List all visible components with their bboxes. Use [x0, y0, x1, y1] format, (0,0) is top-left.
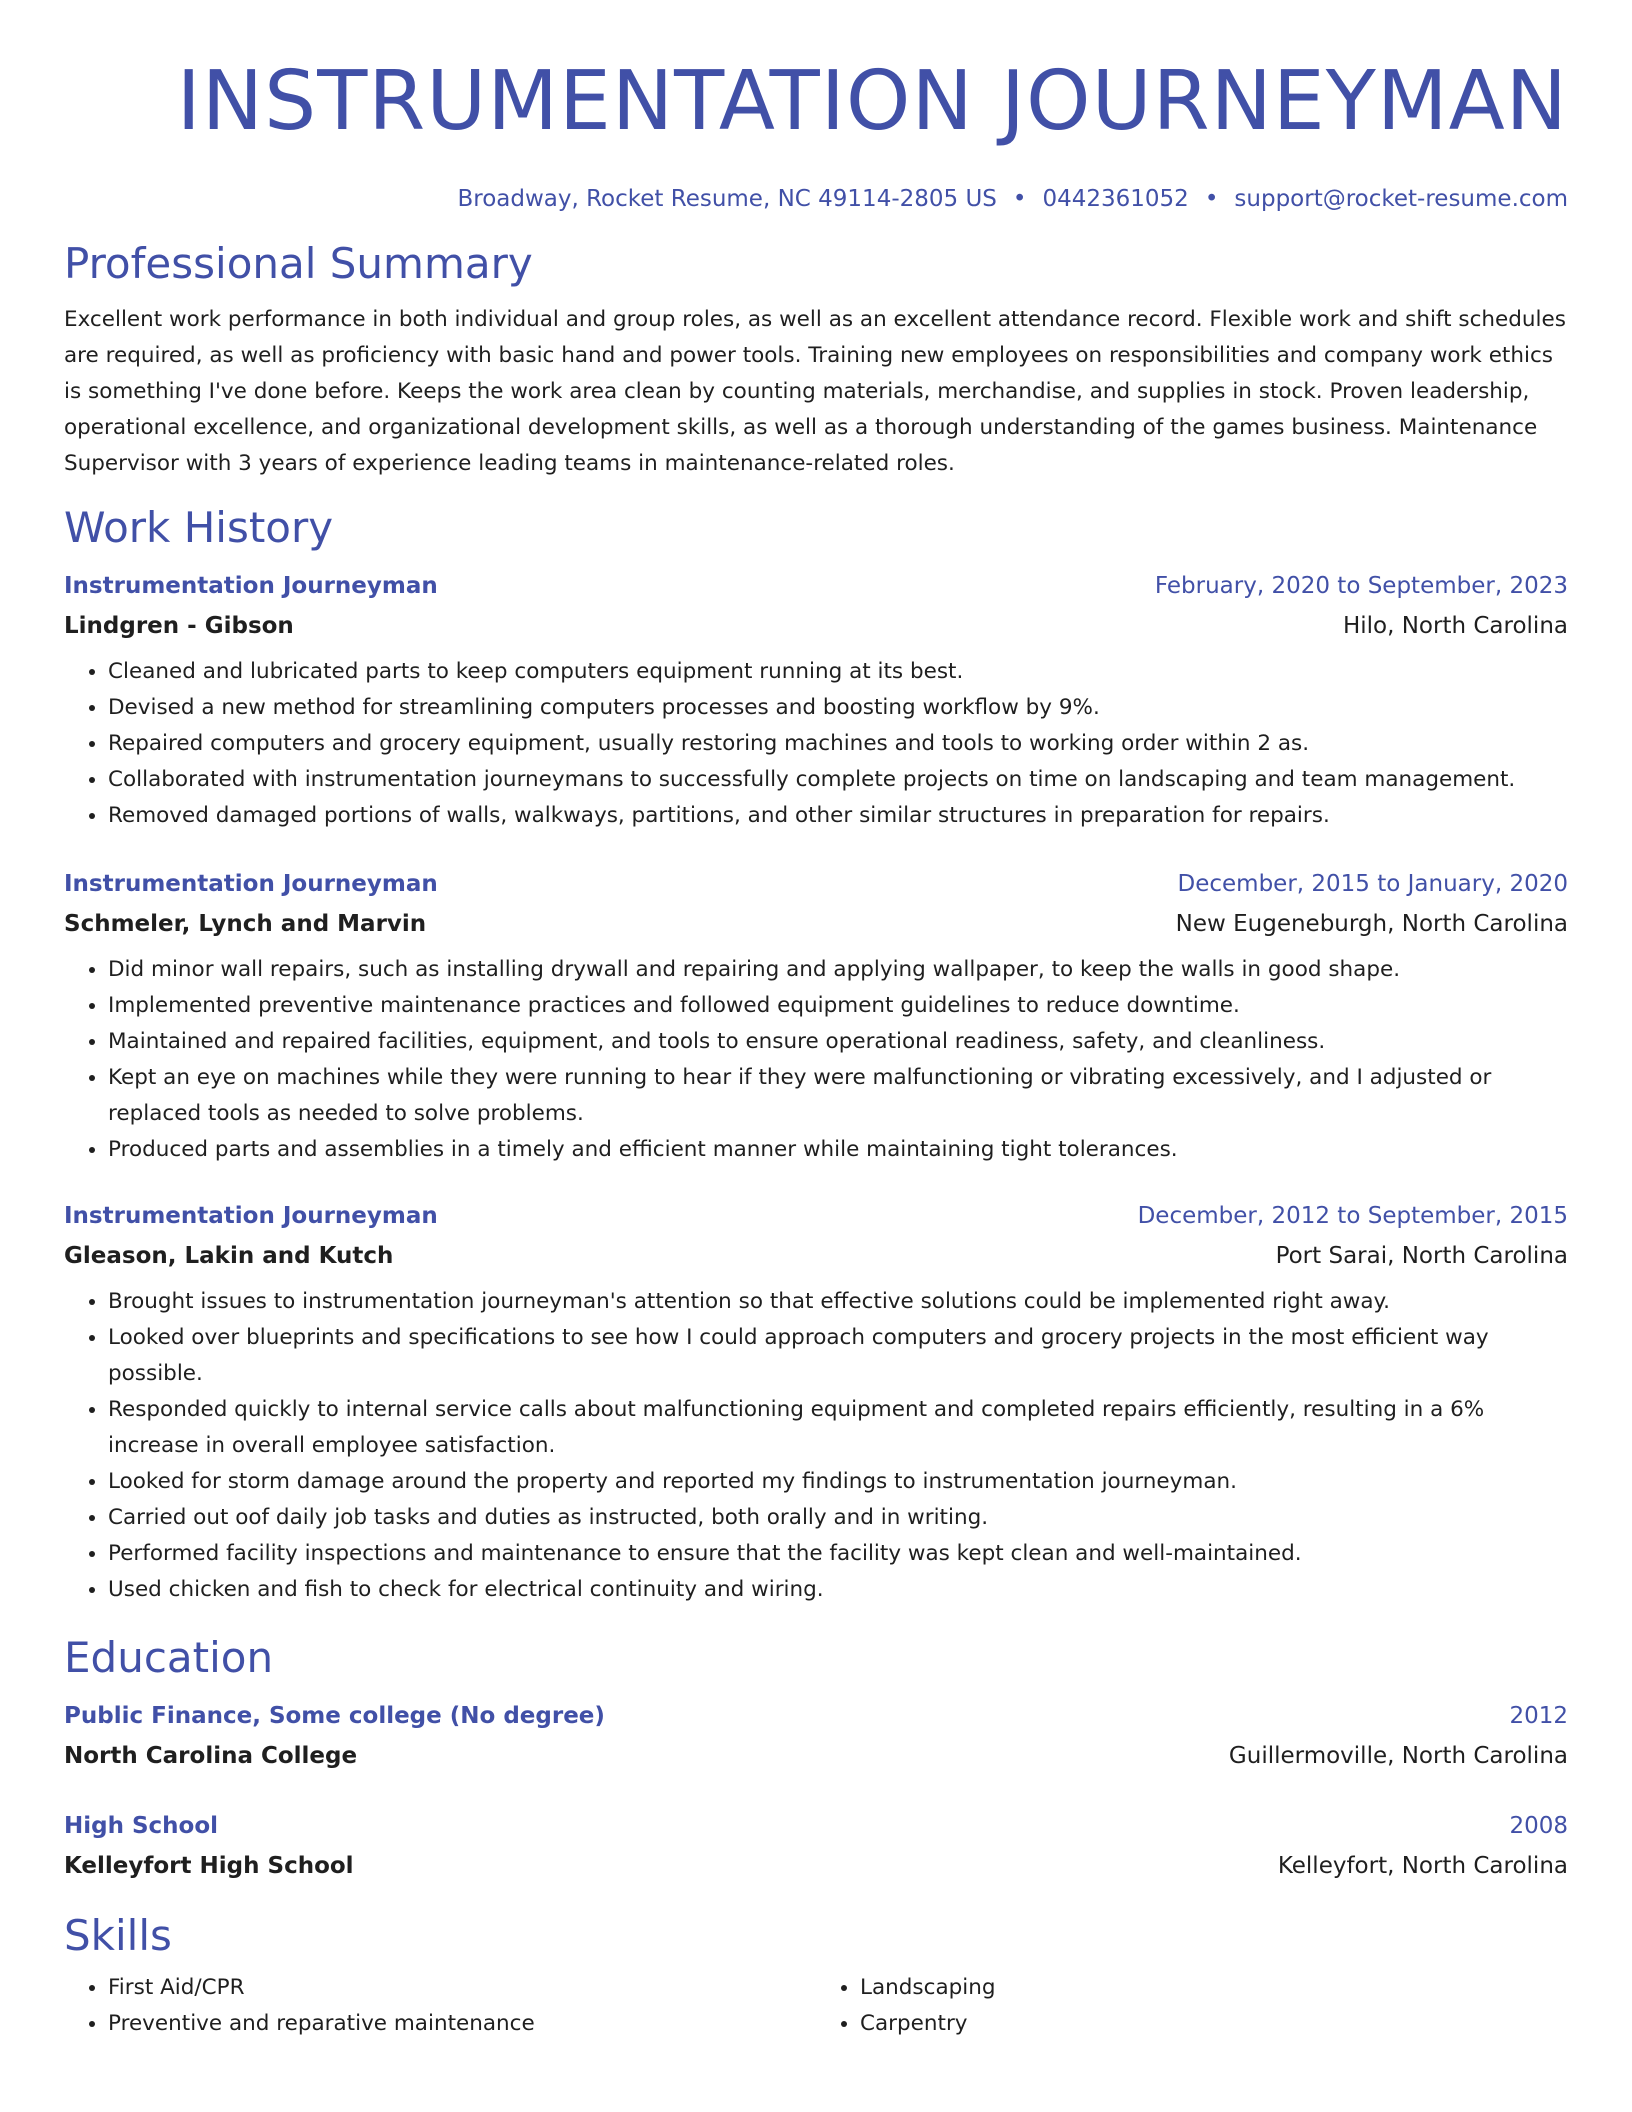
contact-line [64, 184, 1568, 214]
job-title: Instrumentation Journeyman [64, 871, 438, 897]
separator-dot: • [1204, 186, 1219, 212]
section-title-work-history: Work History [64, 503, 334, 552]
phone: 0442361052 [1042, 186, 1189, 212]
email: support@rocket-resume.com [1234, 186, 1568, 212]
bullet-item: • Used chicken and fish to check for electrical continuity and wiring. [108, 1572, 1568, 1608]
company-name: Gleason, Lakin and Kutch [64, 1243, 394, 1269]
degree: Public Finance, Some college (No degree) [64, 1703, 605, 1729]
resume-page [64, 0, 1568, 2042]
bullet-item: • Devised a new method for streamlining computers processes and boosting workflow by 9%. [108, 690, 1568, 726]
bullet-item: • Produced parts and assemblies in a timely and efficient manner while maintaining tight tolerances. [108, 1132, 1568, 1168]
company-name: Schmeler, Lynch and Marvin [64, 911, 427, 937]
school-name: Kelleyfort High School [64, 1853, 354, 1879]
summary-text: Excellent work performance in both individual and group roles, as well as an excellent attendance record. Flexible work and shift schedules are required, as well as proficiency with basic hand and power tools. Training new employees on responsibilities and company work ethics is something I've done before. Keeps the work area clean by counting materials, merchandise, and supplies in stock. Proven leadership, operational excellence, and organizational development skills, as well as a thorough understanding of the games business. Maintenance Supervisor with 3 years of experience leading teams in maintenance-related roles. [64, 307, 1566, 476]
skills-list-right [816, 1970, 1568, 2042]
section-title-skills: Skills [64, 1911, 172, 1960]
summary-section [64, 238, 1568, 482]
bullet-item: • Implemented preventive maintenance practices and followed equipment guidelines to reduce downtime. [108, 988, 1568, 1024]
bullet-item: • Removed damaged portions of walls, walkways, partitions, and other similar structures in preparation for repairs. [108, 798, 1568, 834]
bullet-item: • Looked over blueprints and specifications to see how I could approach computers and grocery projects in the most efficient way possible. [108, 1320, 1568, 1392]
job-location: Port Sarai, North Carolina [1275, 1243, 1568, 1269]
section-title-education: Education [64, 1633, 274, 1682]
skill-item: • Preventive and reparative maintenance [108, 2006, 816, 2042]
school-location: Guillermoville, North Carolina [1228, 1743, 1568, 1769]
separator-dot: • [1012, 186, 1027, 212]
job-entry [64, 864, 1568, 1168]
job-dates: February, 2020 to September, 2023 [1154, 573, 1568, 599]
bullet-item: • Cleaned and lubricated parts to keep computers equipment running at its best. [108, 654, 1568, 690]
job-title: Instrumentation Journeyman [64, 1203, 438, 1229]
work-history-section [64, 502, 1568, 1608]
degree: High School [64, 1813, 219, 1839]
bullet-item: • Looked for storm damage around the property and reported my findings to instrumentation journeyman. [108, 1464, 1568, 1500]
skills-section [64, 1910, 1568, 2042]
bullet-item: • Repaired computers and grocery equipment, usually restoring machines and tools to working order within 2 as. [108, 726, 1568, 762]
company-name: Lindgren - Gibson [64, 613, 294, 639]
job-bullets [64, 654, 1568, 834]
bullet-item: • Kept an eye on machines while they were running to hear if they were malfunctioning or vibrating excessively, and I adjusted or replaced tools as needed to solve problems. [108, 1060, 1568, 1132]
job-entry [64, 1196, 1568, 1608]
education-entry [64, 1806, 1568, 1886]
job-location: New Eugeneburgh, North Carolina [1175, 911, 1568, 937]
skill-item: • First Aid/CPR [108, 1970, 816, 2006]
bullet-item: • Performed facility inspections and maintenance to ensure that the facility was kept clean and well-maintained. [108, 1536, 1568, 1572]
address: Broadway, Rocket Resume, NC 49114-2805 US [457, 186, 997, 212]
job-entry [64, 566, 1568, 834]
education-entry [64, 1696, 1568, 1776]
skill-item: • Carpentry [860, 2006, 1568, 2042]
school-name: North Carolina College [64, 1743, 358, 1769]
bullet-item: • Brought issues to instrumentation journeyman's attention so that effective solutions could be implemented right away. [108, 1284, 1568, 1320]
bullet-item: • Maintained and repaired facilities, equipment, and tools to ensure operational readiness, safety, and cleanliness. [108, 1024, 1568, 1060]
bullet-item: • Collaborated with instrumentation journeymans to successfully complete projects on time on landscaping and team management. [108, 762, 1568, 798]
section-title-summary: Professional Summary [64, 239, 533, 288]
skills-columns [64, 1962, 1568, 2042]
school-location: Kelleyfort, North Carolina [1277, 1853, 1568, 1879]
bullet-item: • Did minor wall repairs, such as installing drywall and repairing and applying wallpaper, to keep the walls in good shape. [108, 952, 1568, 988]
resume-name: INSTRUMENTATION JOURNEYMAN [176, 54, 1568, 149]
job-location: Hilo, North Carolina [1342, 613, 1568, 639]
graduation-year: 2008 [1509, 1813, 1568, 1839]
bullet-item: • Carried out oof daily job tasks and duties as instructed, both orally and in writing. [108, 1500, 1568, 1536]
job-dates: December, 2015 to January, 2020 [1177, 871, 1568, 897]
graduation-year: 2012 [1509, 1703, 1568, 1729]
bullet-item: • Responded quickly to internal service calls about malfunctioning equipment and completed repairs efficiently, resulting in a 6% increase in overall employee satisfaction. [108, 1392, 1568, 1464]
job-dates: December, 2012 to September, 2015 [1137, 1203, 1568, 1229]
education-section [64, 1632, 1568, 1886]
job-bullets [64, 1284, 1568, 1608]
skills-list-left [64, 1970, 816, 2042]
skill-item: • Landscaping [860, 1970, 1568, 2006]
job-title: Instrumentation Journeyman [64, 573, 438, 599]
job-bullets [64, 952, 1568, 1168]
